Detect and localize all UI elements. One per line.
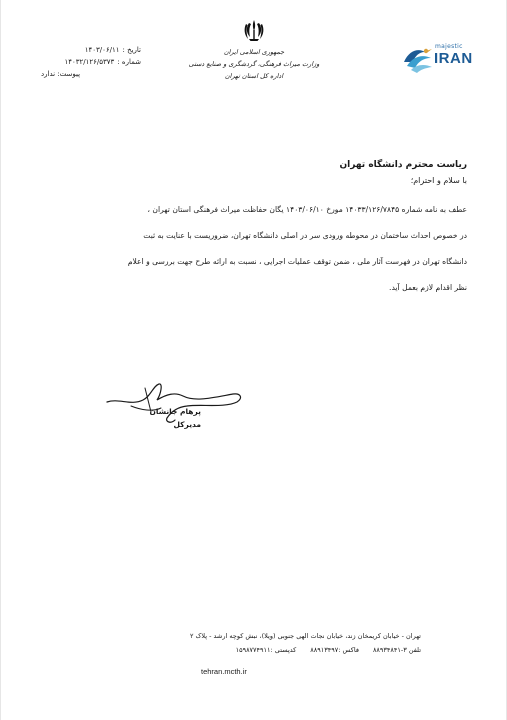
letter-recipient: ریاست محترم دانشگاه تهران	[339, 160, 467, 170]
signer-title: مدیرکل	[173, 420, 201, 429]
letter-meta	[41, 44, 141, 80]
letter-line-3: دانشگاه تهران در فهرست آثار ملی ، ضمن توقف عملیات اجرایی ، نسبت به ارائه طرح جهت بررسی و اعلام	[127, 257, 467, 266]
signer-block	[141, 405, 201, 431]
ministry-header	[179, 18, 329, 82]
number-value: ۱۴۰۳۲/۱۲۶/۵۳۷۳	[64, 58, 115, 66]
attachment-row	[41, 68, 141, 80]
letter-greeting: با سلام و احترام؛	[410, 176, 467, 185]
org-line-1: جمهوری اسلامی ایران	[223, 48, 285, 56]
signer-name: پرهام جانشان	[149, 407, 201, 416]
date-row	[41, 44, 141, 56]
letter-line-4: نظر اقدام لازم بعمل آید.	[389, 283, 467, 292]
footer-website[interactable]: tehran.mcth.ir	[201, 667, 247, 676]
footer-contacts	[121, 643, 421, 657]
footer-fax: فاکس :۸۸۹۱۳۴۹۷	[310, 646, 359, 654]
letter-line-2: در خصوص احداث ساختمان در محوطه ورودی سر در اصلی دانشگاه تهران، ضروریست با عنایت به ثبت	[143, 231, 467, 240]
footer-postal: کدپستی :۱۵۹۸۷۷۴۹۱۱	[235, 646, 297, 654]
date-value: ۱۴۰۳/۰۶/۱۱	[84, 46, 120, 54]
brand-small-text: majestic	[435, 43, 463, 50]
iran-emblem-icon	[243, 18, 265, 42]
majestic-iran-logo	[401, 40, 481, 80]
letter-footer	[121, 629, 421, 679]
org-line-3: اداره کل استان تهران	[224, 72, 284, 80]
org-line-2: وزارت میراث فرهنگی، گردشگری و صنایع دستی	[188, 60, 320, 68]
footer-phone: تلفن ۳-۸۸۹۳۴۸۴۱	[372, 646, 421, 654]
letter-line-1: عطف به نامه شماره ۱۴۰۳۳/۱۲۶/۷۸۴۵ مورخ ۱۴۰۳/۰۶/۱۰ یگان حفاظت میراث فرهنگی استان تهران ،	[147, 205, 467, 214]
date-label: تاریخ :	[122, 46, 141, 54]
footer-address: تهران - خیابان کریمخان زند، خیابان نجات الهی جنوبی (ویلا)، نبش کوچه ارشد - پلاک ۲	[189, 632, 421, 640]
number-label: شماره :	[117, 58, 141, 66]
attachment-label: پیوست: ندارد	[41, 70, 81, 78]
number-row	[41, 56, 141, 68]
brand-big-text: IRAN	[434, 50, 473, 67]
bird-logo-icon	[401, 42, 435, 76]
letter-body	[45, 160, 467, 301]
